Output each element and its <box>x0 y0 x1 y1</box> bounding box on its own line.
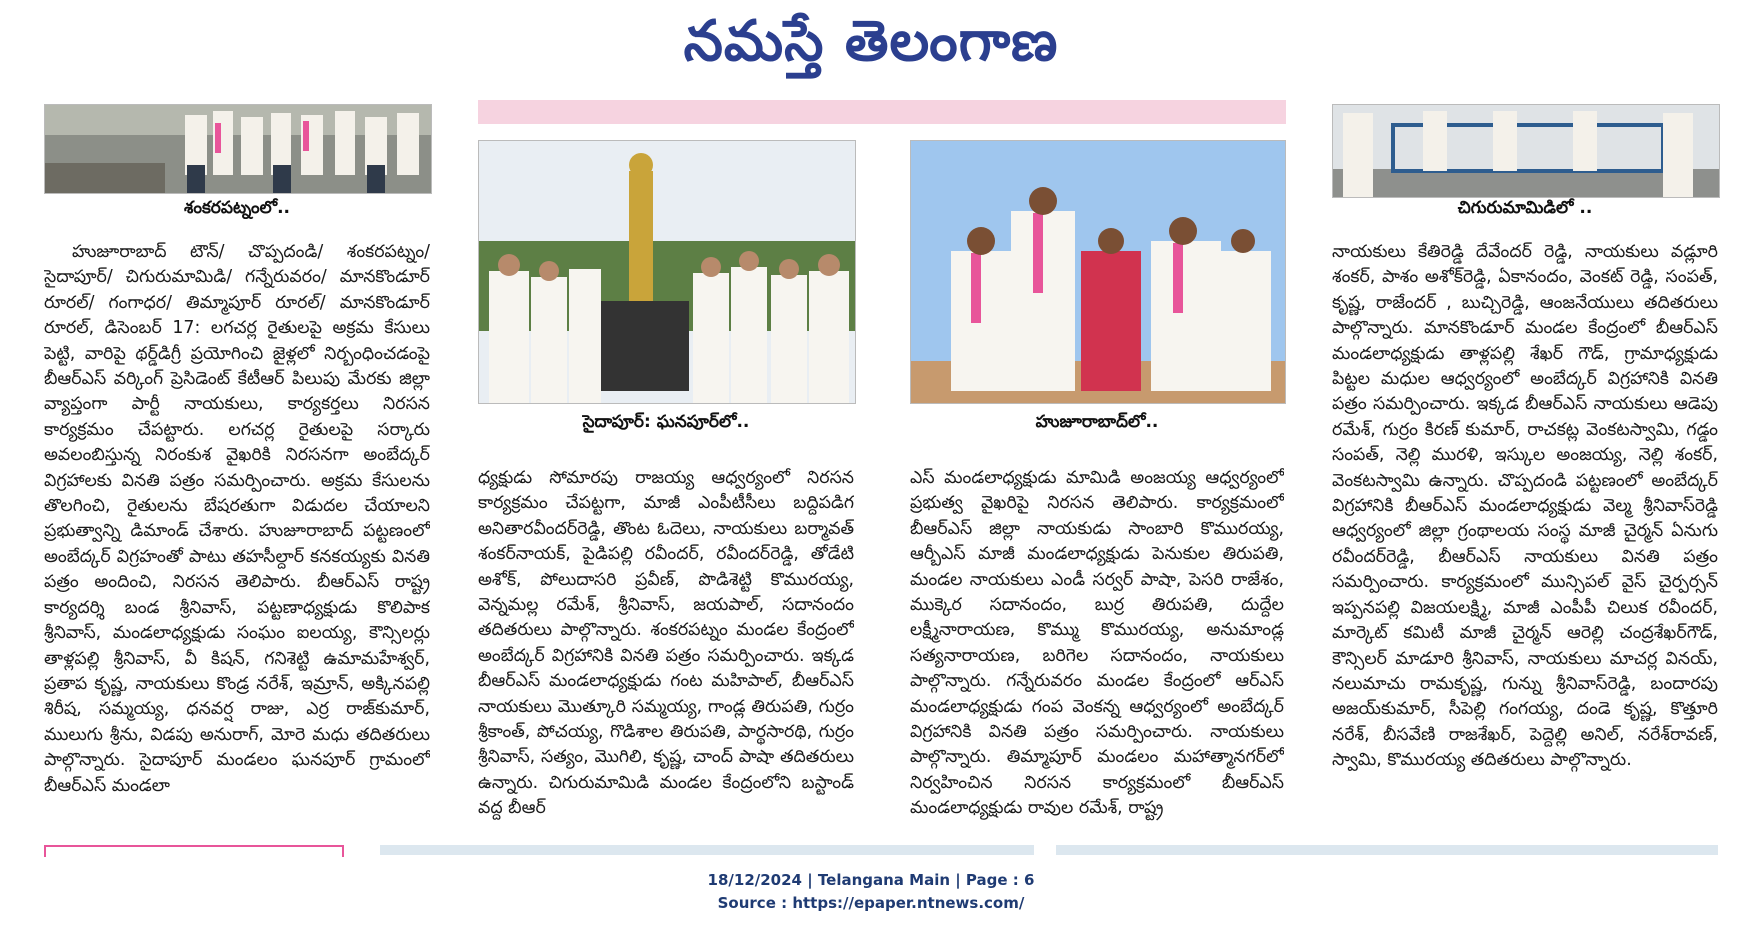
article-column-1: హుజూరాబాద్ టౌన్/ చొప్పదండి/ శంకరపట్నం/ సైదాపూర్/ చిగురుమామిడి/ గన్నేరువరం/ మానకొండూర్ రూరల్/ గంగాధర/ తిమ్మాపూర్ రూరల్/ మానకొండూర్ రూరల్, డిసెంబర్ 17: లగచర్ల రైతులపై అక్రమ కేసులు పెట్టి, వారిపై థర్డ్‌డిగ్రీ ప్రయోగించి జైళ్లలో నిర్బంధించడంపై బీఆర్‌ఎస్ వర్కింగ్ ప్రెసిడెంట్ కేటీఆర్ పిలుపు మేరకు జిల్లా వ్యాప్తంగా పార్టీ నాయకులు, కార్యకర్తలు నిరసన కార్యక్రమం చేపట్టారు. లగచర్ల రైతులపై సర్కారు అవలంబిస్తున్న నిరంకుశ వైఖరికి నిరసనగా అంబేద్కర్ విగ్రహాలకు వినతి పత్రం సమర్పించారు. అక్రమ కేసులను తొలగించి, రైతులను బేషరతుగా విడుదల చేయాలని ప్రభుత్వాన్ని డిమాండ్ చేశారు. హుజూరాబాద్ పట్టణంలో అంబేద్కర్ విగ్రహంతో పాటు తహసీల్దార్ కనకయ్యకు వినతి పత్రం అందించి, నిరసన తెలిపారు. బీఆర్‌ఎస్ రాష్ట్ర కార్యదర్శి బండ శ్రీనివాస్, పట్టణాధ్యక్షుడు కొలిపాక శ్రీనివాస్, మండలాధ్యక్షుడు సంఘం ఐలయ్య, కౌన్సిలర్లు తాళ్లపల్లి శ్రీనివాస్, వీ కిషన్, గనిశెట్టి ఉమామహేశ్వర్, ప్రతాప కృష్ణ, నాయకులు కొండ్ర నరేశ్, ఇమ్రాన్, అక్కినపల్లి శిరీష, సమ్మయ్య, ధనవర్ష రాజు, ఎర్ర రాజ్‌కుమార్, ములుగు శ్రీను, విడపు అనురాగ్, మోరె మధు తదితరులు పాల్గొన్నారు. సైదాపూర్ మండలం ఘనపూర్ గ్రామంలో బీఆర్‌ఎస్ మండలా <box>44 242 430 796</box>
bottom-strip-right <box>1056 845 1718 855</box>
footer-source: Source : https://epaper.ntnews.com/ <box>717 894 1025 912</box>
caption-shankarapatnam: శంకరపట్నంలో.. <box>183 198 291 218</box>
photo-chigurumamidi <box>1332 104 1720 198</box>
caption-huzurabad: హుజూరాబాద్‌లో.. <box>1035 412 1159 432</box>
photo-shankarapatnam <box>44 104 432 194</box>
photo-huzurabad <box>910 140 1286 404</box>
photo-saidapur <box>478 140 856 404</box>
article-column-2: ధ్యక్షుడు సోమారపు రాజయ్య ఆధ్వర్యంలో నిరసన కార్యక్రమం చేపట్టగా, మాజీ ఎంపీటీసీలు బద్దిపడిగ అనితారవీందర్‌రెడ్డి, తొంట ఓదెలు, నాయకులు బర్మావత్ శంకర్‌నాయక్, పైడిపల్లి రవీందర్, రవీందర్‌రెడ్డి, తోడేటి అశోక్, పోలుదాసరి ప్రవీణ్, పొడిశెట్టి కొమురయ్య, వెన్నమల్ల రమేశ్, శ్రీనివాస్, జయపాల్, సదానందం తదితరులు పాల్గొన్నారు. శంకరపట్నం మండల కేంద్రంలో అంబేద్కర్ విగ్రహానికి వినతి పత్రం సమర్పించారు. ఇక్కడ బీఆర్‌ఎస్ మండలాధ్యక్షుడు గంట మహిపాల్, బీఆర్‌ఎస్ నాయకులు మొత్కూరి సమ్మయ్య, గాండ్ల తిరుపతి, గుర్రం శ్రీకాంత్, పోచయ్య, గొడిశాల తిరుపతి, పార్థసారథి, గుర్రం శ్రీనివాస్, సత్యం, మొగిలి, కృష్ణ, చాంద్ పాషా తదితరులు ఉన్నారు. చిగురుమామిడి మండల కేంద్రంలోని బస్టాండ్ వద్ద బీఆర్ <box>478 468 854 819</box>
bottom-strip-center <box>380 845 1034 855</box>
caption-chigurumamidi: చిగురుమామిడిలో .. <box>1457 198 1593 218</box>
article-column-4: నాయకులు కేతిరెడ్డి దేవేందర్ రెడ్డి, నాయకులు వడ్లూరి శంకర్, పాశం అశోక్‌రెడ్డి, ఏకానందం, వెంకట్ రెడ్డి, సంపత్, కృష్ణ, రాజేందర్ , బుచ్చిరెడ్డి, ఆంజనేయులు తదితరులు పాల్గొన్నారు. మానకొండూర్ మండల కేంద్రంలో బీఆర్‌ఎస్ మండలాధ్యక్షుడు తాళ్లపల్లి శేఖర్ గౌడ్, గ్రామాధ్యక్షుడు పిట్టల మధుల ఆధ్వర్యంలో అంబేద్కర్ విగ్రహానికి వినతి పత్రం సమర్పించారు. ఇక్కడ బీఆర్‌ఎస్ నాయకులు ఆడెపు రమేశ్, గుర్రం కిరణ్ కుమార్, రాచకట్ల వెంకటస్వామి, గడ్డం సంపత్, నెల్లి మురళి, ఇస్కుల అంజయ్య, నెల్లి శంకర్, వెంకటస్వామి ఉన్నారు. చొప్పదండి పట్టణంలో అంబేద్కర్ విగ్రహానికి బీఆర్‌ఎస్ మండలాధ్యక్షుడు వెల్మ శ్రీనివాస్‌రెడ్డి ఆధ్వర్యంలో జిల్లా గ్రంథాలయ సంస్థ మాజీ చైర్మన్ ఏనుగు రవీందర్‌రెడ్డి, బీఆర్‌ఎస్ నాయకులు వినతి పత్రం సమర్పించారు. కార్యక్రమంలో మున్సిపల్ వైస్ చైర్పర్సన్ ఇప్పనపల్లి విజయలక్ష్మి, మాజీ ఎంపీపీ చిలుక రవీందర్, మార్కెట్ కమిటీ మాజీ చైర్మన్ ఆరెల్లి చంద్రశేఖర్‌గౌడ్, కౌన్సిలర్ మాడూరి శ్రీనివాస్, నాయకులు మాచర్ల వినయ్, నలుమాచు రామకృష్ణ, గున్ను శ్రీనివాస్‌రెడ్డి, బందారపు అజయ్‌కుమార్, సీపెల్లి గంగయ్య, దండె కృష్ణ, కొత్తూరి నరేశ్, బీసవేణి రాజశేఖర్, పెద్దెల్లి అనిల్, నరేశ్‌రావణ్, స్వామి, కొమురయ్య తదితరులు పాల్గొన్నారు. <box>1332 242 1718 771</box>
article-column-3: ఎస్ మండలాధ్యక్షుడు మామిడి అంజయ్య ఆధ్వర్యంలో ప్రభుత్వ వైఖరిపై నిరసన తెలిపారు. కార్యక్రమంలో బీఆర్‌ఎస్ జిల్లా నాయకుడు సాంబారి కొమురయ్య, ఆర్బీఎస్ మాజీ మండలాధ్యక్షుడు పెనుకుల తిరుపతి, మండల నాయకులు ఎండీ సర్వర్ పాషా, పెసరి రాజేశం, ముక్కెర సదానందం, బుర్ర తిరుపతి, దుద్దేల లక్ష్మీనారాయణ, కొమ్ము కొమురయ్య, అనుమాండ్ల సత్యనారాయణ, బరిగెల సదానందం, నాయకులు పాల్గొన్నారు. గన్నేరువరం మండల కేంద్రంలో ఆర్‌ఎస్ మండలాధ్యక్షుడు గంప వెంకన్న ఆధ్వర్యంలో అంబేద్కర్ విగ్రహానికి వినతి పత్రం సమర్పించారు. నాయకులు పాల్గొన్నారు. తిమ్మాపూర్ మండలం మహాత్మానగర్‌లో నిర్వహించిన నిరసన కార్యక్రమంలో బీఆర్‌ఎస్ మండలాధ్యక్షుడు రావుల రమేశ్, రాష్ట్ర <box>910 468 1284 819</box>
caption-saidapur: సైదాపూర్: ఘనపూర్‌లో.. <box>582 412 750 432</box>
header-band <box>478 100 1286 124</box>
bottom-strip-left <box>44 845 344 857</box>
masthead-title: నమస్తే తెలంగాణ <box>683 9 1059 74</box>
footer-dateline: 18/12/2024 | Telangana Main | Page : 6 <box>707 871 1035 889</box>
masthead <box>0 4 1742 80</box>
